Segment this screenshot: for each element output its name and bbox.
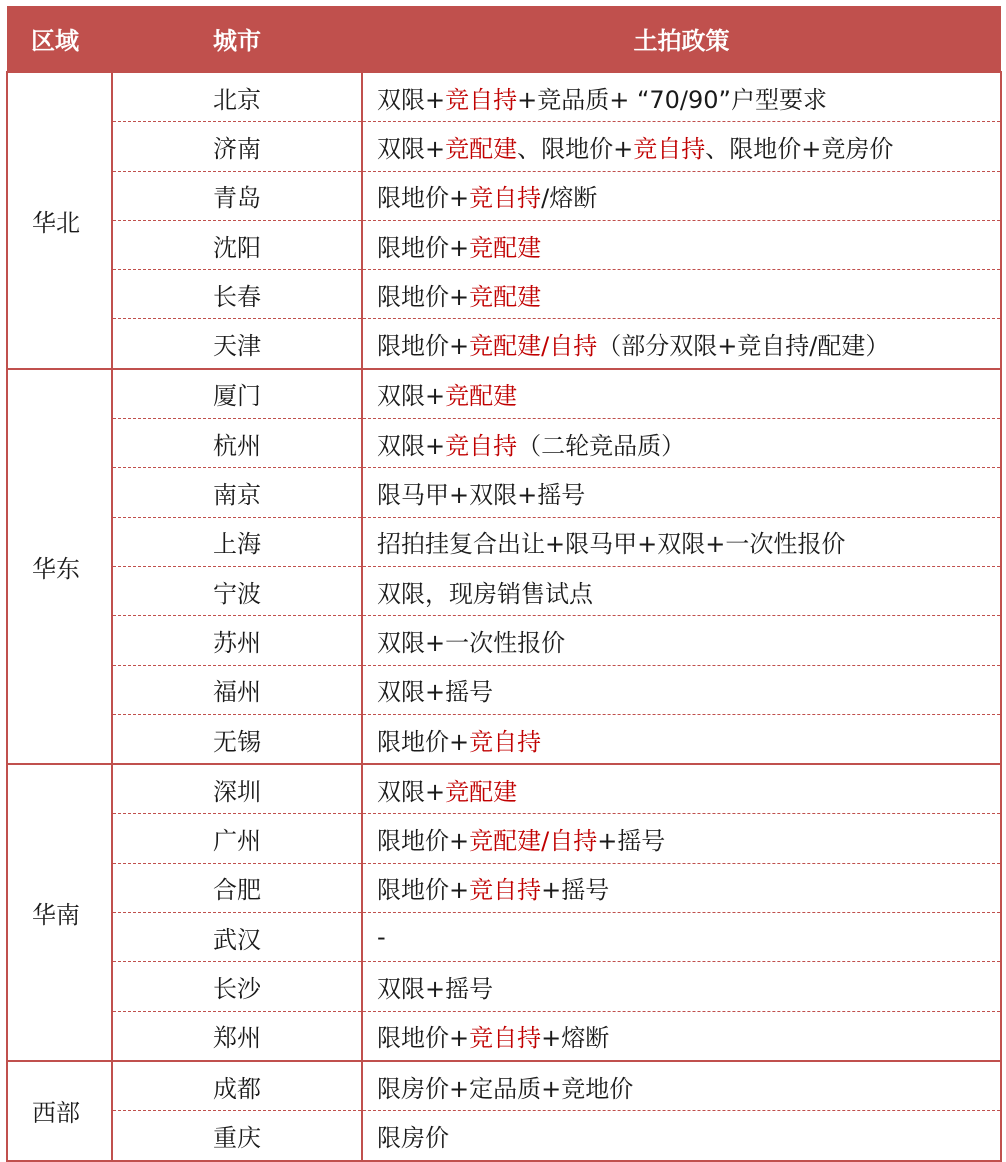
policy-text: 招拍挂复合出让+限马甲+双限+一次性报价 [377, 530, 846, 559]
city-cell: 天津 [112, 319, 362, 369]
city-cell: 上海 [112, 517, 362, 566]
table-row [7, 1011, 1001, 1061]
policy-highlight-text: 竞配建 [469, 233, 542, 262]
header-policy: 土拍政策 [362, 6, 1001, 72]
table-row [7, 764, 1001, 814]
policy-cell [362, 72, 1001, 122]
policy-cell [362, 913, 1001, 962]
table-row [7, 72, 1001, 122]
table-header-row [7, 6, 1001, 72]
table-row [7, 220, 1001, 269]
city-cell: 南京 [112, 468, 362, 517]
policy-cell [362, 1111, 1001, 1161]
table-row [7, 171, 1001, 220]
policy-highlight-text: 竞自持 [469, 184, 542, 213]
policy-text: 限马甲+双限+摇号 [377, 481, 586, 510]
policy-highlight-text: 竞配建 [445, 134, 518, 163]
policy-cell [362, 1011, 1001, 1061]
policy-highlight-text: 竞自持 [633, 134, 706, 163]
policy-text: 限地价+ [377, 332, 470, 361]
policy-highlight-text: 竞自持 [445, 85, 518, 114]
city-cell: 济南 [112, 122, 362, 171]
policy-highlight-text: 竞自持 [445, 431, 518, 460]
policy-text: 限地价+ [377, 233, 470, 262]
policy-text: 限地价+ [377, 184, 470, 213]
policy-text: 限房价 [377, 1123, 449, 1152]
policy-cell [362, 369, 1001, 419]
policy-text: 限地价+ [377, 827, 470, 856]
city-cell: 武汉 [112, 913, 362, 962]
city-cell: 宁波 [112, 566, 362, 615]
city-cell: 广州 [112, 814, 362, 863]
policy-text: +摇号 [541, 876, 610, 905]
policy-text: 、限地价+竞房价 [705, 134, 894, 163]
policy-table-container [6, 6, 1000, 1152]
city-cell: 北京 [112, 72, 362, 122]
table-row [7, 566, 1001, 615]
table-row [7, 913, 1001, 962]
policy-cell [362, 764, 1001, 814]
policy-text: - [377, 923, 386, 952]
policy-cell [362, 665, 1001, 714]
city-cell: 长春 [112, 270, 362, 319]
policy-highlight-text: 竞配建/自持 [469, 827, 598, 856]
region-cell: 华东 [7, 369, 112, 764]
policy-cell [362, 1061, 1001, 1111]
policy-cell [362, 171, 1001, 220]
city-cell: 青岛 [112, 171, 362, 220]
policy-cell [362, 517, 1001, 566]
policy-cell [362, 220, 1001, 269]
policy-cell [362, 122, 1001, 171]
table-row [7, 419, 1001, 468]
table-row [7, 863, 1001, 912]
policy-text: +熔断 [541, 1024, 610, 1053]
policy-text: （二轮竞品质） [517, 431, 686, 460]
city-cell: 福州 [112, 665, 362, 714]
header-city: 城市 [112, 6, 362, 72]
policy-cell [362, 270, 1001, 319]
city-cell: 深圳 [112, 764, 362, 814]
table-row [7, 468, 1001, 517]
city-cell: 苏州 [112, 616, 362, 665]
policy-text: 双限，现房销售试点 [377, 579, 593, 608]
table-row [7, 319, 1001, 369]
policy-text: 双限+ [377, 431, 446, 460]
table-row [7, 962, 1001, 1011]
city-cell: 沈阳 [112, 220, 362, 269]
policy-text: 双限+ [377, 382, 446, 411]
policy-highlight-text: 竞配建/自持 [469, 332, 598, 361]
city-cell: 合肥 [112, 863, 362, 912]
city-cell: 成都 [112, 1061, 362, 1111]
policy-highlight-text: 竞配建 [445, 777, 518, 806]
policy-cell [362, 814, 1001, 863]
region-cell: 西部 [7, 1061, 112, 1161]
policy-highlight-text: 竞自持 [469, 1024, 542, 1053]
table-row [7, 616, 1001, 665]
policy-highlight-text: 竞自持 [469, 727, 542, 756]
policy-cell [362, 419, 1001, 468]
policy-cell [362, 962, 1001, 1011]
table-row [7, 1111, 1001, 1161]
city-cell: 重庆 [112, 1111, 362, 1161]
policy-cell [362, 863, 1001, 912]
policy-highlight-text: 竞自持 [469, 876, 542, 905]
policy-text: 双限+摇号 [377, 974, 494, 1003]
policy-highlight-text: 竞配建 [469, 282, 542, 311]
city-cell: 长沙 [112, 962, 362, 1011]
city-cell: 厦门 [112, 369, 362, 419]
policy-cell [362, 566, 1001, 615]
table-body [7, 72, 1001, 1161]
policy-cell [362, 616, 1001, 665]
policy-text: 双限+ [377, 134, 446, 163]
policy-text: /熔断 [541, 184, 598, 213]
region-cell: 华南 [7, 764, 112, 1061]
region-cell: 华北 [7, 72, 112, 369]
table-row [7, 369, 1001, 419]
policy-text: 双限+ [377, 85, 446, 114]
policy-text: +摇号 [597, 827, 666, 856]
table-row [7, 665, 1001, 714]
policy-text: （部分双限+竞自持/配建） [597, 332, 890, 361]
policy-text: 限地价+ [377, 282, 470, 311]
policy-cell [362, 319, 1001, 369]
city-cell: 杭州 [112, 419, 362, 468]
table-row [7, 517, 1001, 566]
policy-text: 限地价+ [377, 876, 470, 905]
city-cell: 郑州 [112, 1011, 362, 1061]
table-row [7, 270, 1001, 319]
policy-text: 、限地价+ [517, 134, 634, 163]
policy-text: 限地价+ [377, 727, 470, 756]
policy-text: +竞品质+ “70/90”户型要求 [517, 85, 827, 114]
policy-text: 限房价+定品质+竞地价 [377, 1074, 634, 1103]
policy-cell [362, 468, 1001, 517]
table-row [7, 714, 1001, 764]
table-row [7, 814, 1001, 863]
table-row [7, 122, 1001, 171]
policy-text: 双限+摇号 [377, 678, 494, 707]
header-region: 区域 [7, 6, 112, 72]
policy-text: 限地价+ [377, 1024, 470, 1053]
land-auction-policy-table [6, 6, 1002, 1162]
table-row [7, 1061, 1001, 1111]
city-cell: 无锡 [112, 714, 362, 764]
policy-cell [362, 714, 1001, 764]
policy-text: 双限+ [377, 777, 446, 806]
policy-highlight-text: 竞配建 [445, 382, 518, 411]
policy-text: 双限+一次性报价 [377, 628, 566, 657]
